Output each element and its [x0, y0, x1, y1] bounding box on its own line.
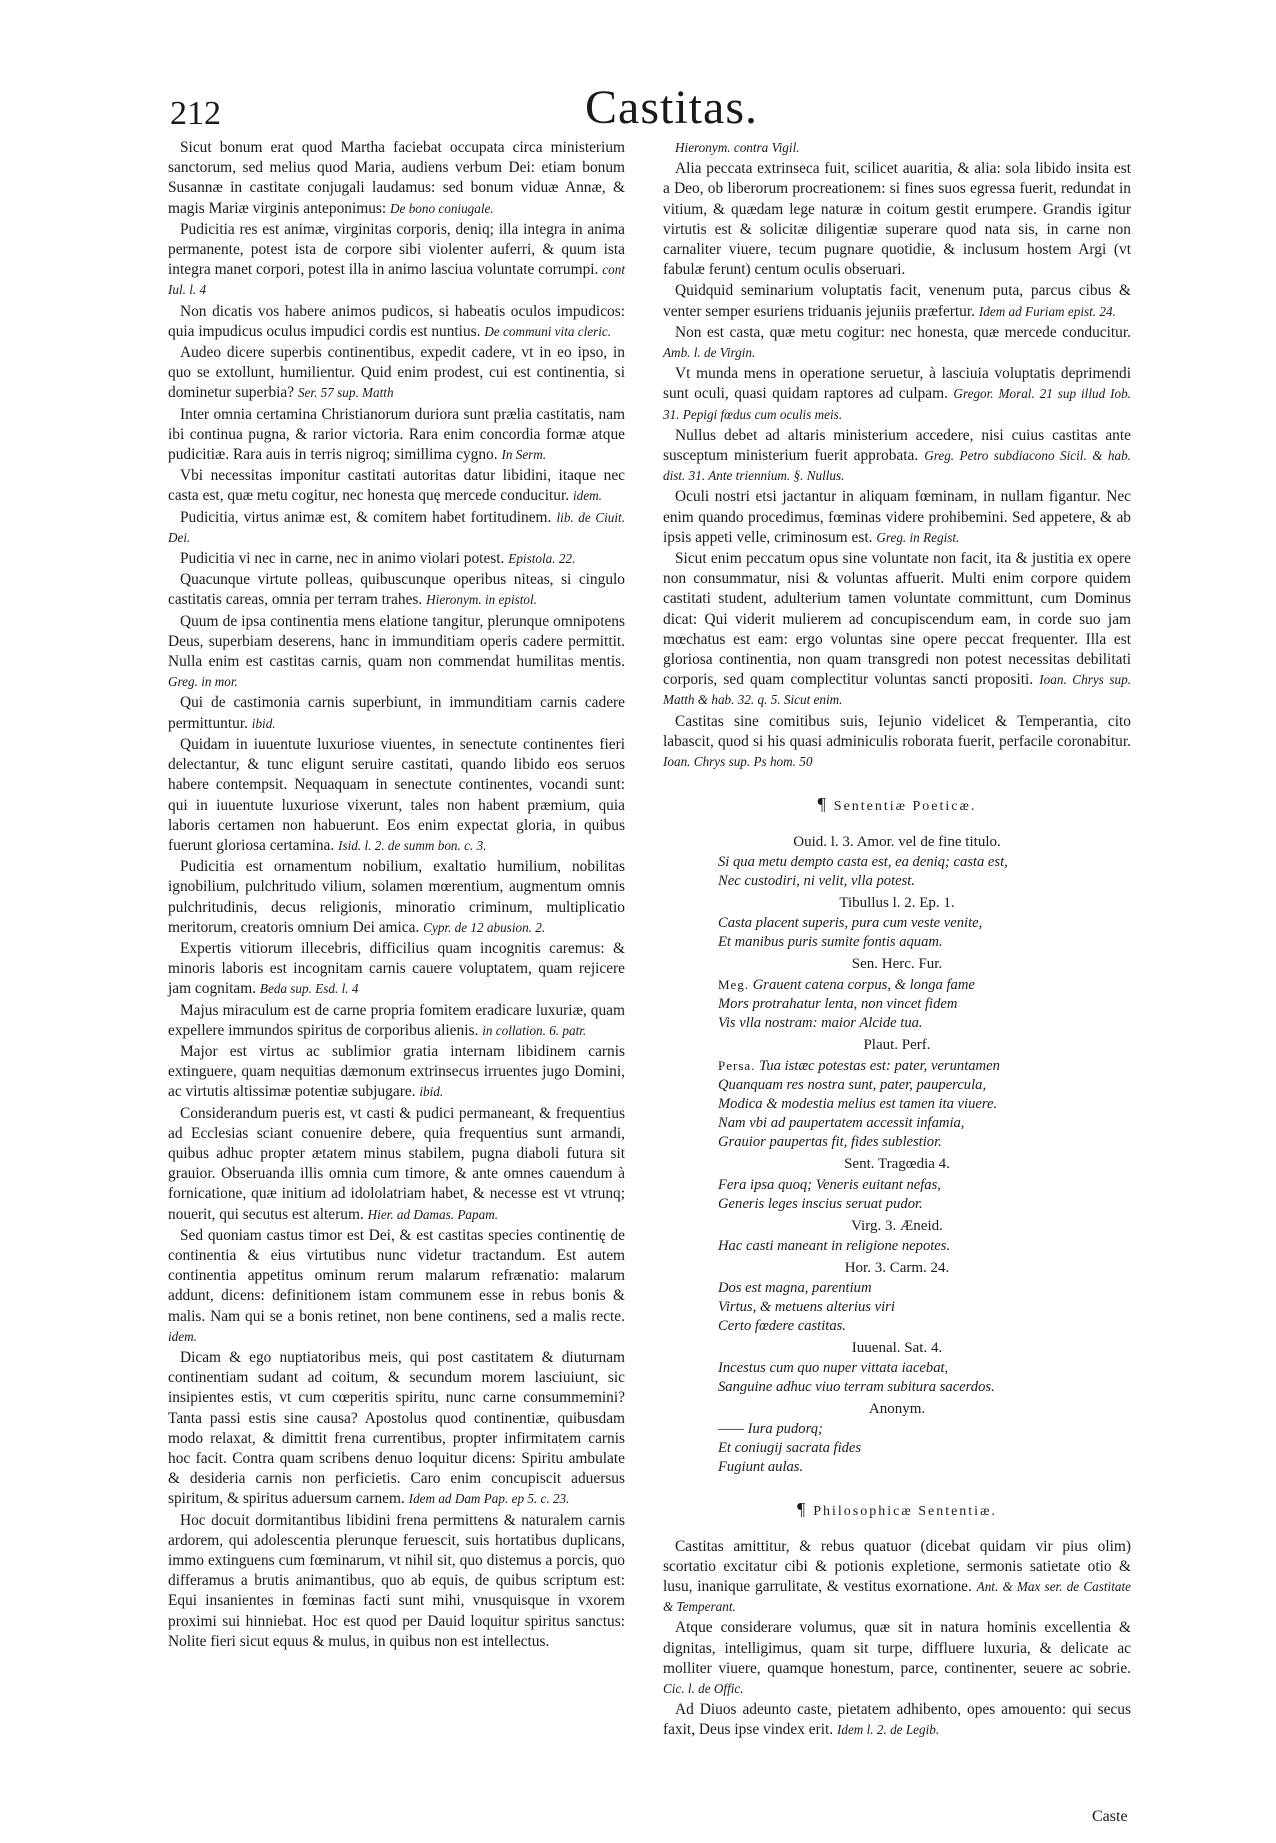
- poem-line: [718, 1114, 1131, 1133]
- citation: Beda sup. Esd. l. 4: [259, 981, 359, 997]
- citation: ibid.: [419, 1084, 444, 1100]
- philosophic-heading-text: Philosophicæ Sententiæ.: [813, 1504, 997, 1520]
- paragraph-text: Nullus debet ad altaris ministerium accedere, nisi cuius castitas ante susceptum ministerium fuerit approbata.: [663, 426, 1131, 465]
- paragraph: [663, 159, 1131, 280]
- verse-text: Hac casti maneant in religione nepotes.: [718, 1237, 951, 1254]
- citation: De bono coniugale.: [390, 200, 494, 216]
- paragraph-text: Pudicitia est ornamentum nobilium, exaltatio humilium, nobilitas ignobilium, pulchritudo vilium, solamen mœrentium, augmentum omnis pulchritudinis, decus religionis, minoratio criminum, multiplicatio meritorum, creatoris omnium Dei amica.: [168, 858, 625, 936]
- paragraph-text: Sicut enim peccatum opus sine voluntate non facit, ita & justitia ex opere non consummatur, nisi & voluntas affuerit. Multi enim corpore quidem castitati student, adulterium tamen voluntate committunt, cum Dominus dicat: Qui viderit mulierem ad concupiscendum eam, in corde suo jam mœchatus est eam: ergo voluntas sine opere peccat frequenter. Illa est gloriosa continentia, non quam transgredi non potest necessitas debilitati corporis, sed quam complectitur voluntas sancti propositi.: [663, 550, 1131, 689]
- poem-block: [663, 1035, 1131, 1152]
- poem-line: [718, 1458, 1131, 1477]
- verse-text: Et coniugij sacrata fides: [718, 1440, 862, 1457]
- paragraph-text: Pudicitia, virtus animæ est, & comitem habet fortitudinem.: [180, 508, 552, 526]
- poem-source: Hor. 3. Carm. 24.: [844, 1259, 950, 1276]
- citation: Idem ad Dam Pap. ep 5. c. 23.: [408, 1491, 570, 1507]
- paragraph-text: Vt munda mens in operatione seruetur, à lasciuia voluptatis deprimendi sunt oculi, quasi quidam raptores ad culpam.: [663, 365, 1131, 403]
- poem-line: [718, 914, 1131, 933]
- verse-text: Mors protrahatur lenta, non vincet fidem: [718, 996, 958, 1013]
- citation: idem.: [168, 1328, 197, 1344]
- right-column: [663, 138, 1131, 1742]
- poem-line: [718, 1279, 1131, 1298]
- citation: Ioan. Chrys sup. Ps hom. 50: [663, 754, 813, 770]
- paragraph-text: Considerandum pueris est, vt casti & pudici permaneant, & frequentius ad Ecclesias sciant conuenire debere, quia frequentius sunt armandi, quibus adhuc propter ætatem minus stabilem, pugna diaboli futura sit grauior. Obseruanda illis omnia cum timore, & ante omnes cauendum à fornicatione, quæ initium ad idololatriam habet, & necesse est vt vtrunq; nouerit, qui secutus est alterum.: [168, 1104, 625, 1223]
- paragraph-text: Non est casta, quæ metu cogitur: nec honesta, quæ mercede conducitur.: [675, 323, 1131, 341]
- poem-source: Sent. Tragœdia 4.: [844, 1156, 950, 1173]
- verse-text: Modica & modestia melius est tamen ita viuere.: [718, 1096, 998, 1113]
- paragraph: [663, 364, 1131, 425]
- paragraph: [663, 1618, 1131, 1699]
- paragraph: [168, 1042, 625, 1103]
- poem-block: [663, 1258, 1131, 1336]
- poems: [663, 832, 1131, 1478]
- paragraph-text: Expertis vitiorum illecebris, difficilius quam incognitis caremus: & minoris laboris est incognitam carnis cauere voluptatem, quam rejicere jam cognitam.: [168, 939, 625, 998]
- poem-line: [718, 1014, 1131, 1033]
- poem-line: [718, 1076, 1131, 1095]
- citation: lib. de Ciuit. Dei.: [168, 509, 625, 545]
- paragraph-text: Pudicitia vi nec in carne, nec in animo violari potest.: [180, 550, 505, 568]
- poem-source: Plaut. Perf.: [863, 1037, 931, 1054]
- paragraph-text: Quacunque virtute polleas, quibuscunque operibus niteas, si cingulo castitatis careas, omnia per terram trahes.: [168, 571, 625, 609]
- poetic-heading: [663, 794, 1131, 817]
- paragraph: [663, 1537, 1131, 1618]
- paragraph: [663, 1700, 1131, 1740]
- poem-source: Sen. Herc. Fur.: [851, 955, 943, 972]
- verse-text: Generis leges inscius seruat pudor.: [718, 1195, 923, 1212]
- citation: Idem l. 2. de Legib.: [836, 1722, 940, 1738]
- speaker-name: Persa.: [718, 1058, 756, 1074]
- poem-line: [718, 872, 1131, 891]
- paragraph: [663, 549, 1131, 711]
- poem-source: Ouid. l. 3. Amor. vel de fine titulo.: [793, 833, 1001, 850]
- verse-text: Casta placent superis, pura cum veste venite,: [718, 914, 983, 931]
- citation: Greg. in mor.: [168, 674, 238, 690]
- verse-text: Et manibus puris sumite fontis aquam.: [718, 933, 943, 950]
- paragraph-text: Audeo dicere superbis continentibus, expedit cadere, vt in eo ipso, in quo se extollunt, humilientur. Quid enim prodest, cui est continentia, si dominetur superbia?: [168, 344, 625, 402]
- paragraph-text: Inter omnia certamina Christianorum duriora sunt prælia castitatis, nam ibi continua pugna, & rarior victoria. Rara enim concordia formæ atque pudicitiæ. Rara auis in terris nigroq; simillima cygno.: [168, 405, 625, 464]
- paragraph-text: Sed quoniam castus timor est Dei, & est castitas species continentię de continentia & eius virtutibus nunc videtur tractandum. Est autem continentia appetitus ominum rerum malarum refrænatio: malarum addunt, dicens: definitionem istam communem esse in rebus bonis & malis. Nam qui se a bonis retinet, non bene continens, sed a malis recte.: [168, 1226, 625, 1325]
- paragraph-text: Ad Diuos adeunto caste, pietatem adhibento, opes amouento: qui secus faxit, Deus ipse vindex erit.: [663, 1701, 1131, 1739]
- citation: Gregor. Moral. 21 sup illud Iob. 31. Pepigi fœdus cum oculis meis.: [663, 386, 1131, 422]
- poem-line: [718, 1378, 1131, 1397]
- pilcrow-icon: ¶: [817, 794, 828, 815]
- poem-line: [718, 1133, 1131, 1152]
- verse-text: Nam vbi ad paupertatem accessit infamia,: [718, 1115, 965, 1132]
- verse-text: Nec custodiri, ni velit, vlla potest.: [718, 872, 915, 889]
- citation: Idem ad Furiam epist. 24.: [978, 303, 1116, 319]
- verse-text: Fugiunt aulas.: [718, 1459, 804, 1476]
- poem-line: [718, 1095, 1131, 1114]
- paragraph: [663, 712, 1131, 773]
- verse-text: Quanquam res nostra sunt, pater, paupercula,: [718, 1077, 987, 1094]
- paragraph: [168, 466, 625, 506]
- right-paragraphs: [663, 138, 1131, 772]
- paragraph: [663, 323, 1131, 363]
- citation: idem.: [572, 488, 602, 504]
- citation: Amb. l. de Virgin.: [663, 345, 756, 361]
- citation: Ioan. Chrys sup. Matth & hab. 32. q. 5. Sicut enim.: [663, 672, 1132, 708]
- poem-block: [663, 954, 1131, 1033]
- paragraph: [663, 487, 1131, 548]
- paragraph: [168, 138, 625, 219]
- poem-block: [663, 832, 1131, 891]
- poem-line: [718, 995, 1131, 1014]
- verse-text: —— Iura pudorq;: [718, 1421, 823, 1438]
- paragraph-text: Qui de castimonia carnis superbiunt, in immunditiam carnis cadere permittuntur.: [168, 694, 625, 732]
- paragraph: [168, 735, 625, 856]
- verse-text: Sanguine adhuc viuo terram subitura sacerdos.: [718, 1379, 995, 1396]
- page-number: 212: [170, 95, 221, 132]
- paragraph: [168, 220, 625, 301]
- paragraph: [168, 857, 625, 938]
- paragraph: [168, 612, 625, 693]
- paragraph: [168, 1511, 625, 1652]
- verse-text: Vis vlla nostram: maior Alcide tua.: [718, 1015, 923, 1032]
- pilcrow-icon: ¶: [797, 1499, 808, 1520]
- poem-line: [718, 1176, 1131, 1195]
- paragraph: [168, 693, 625, 733]
- poem-line: [718, 1237, 1131, 1256]
- poem-line: [718, 1359, 1131, 1378]
- citation: ibid.: [251, 715, 276, 731]
- citation: Ser. 57 sup. Matth: [297, 385, 394, 401]
- citation: Hieronym. contra Vigil.: [675, 140, 800, 155]
- speaker-name: Meg.: [718, 977, 750, 993]
- citation: Greg. Petro subdiacono Sicil. & hab. dist. 31. Ante triennium. §. Nullus.: [663, 448, 1131, 484]
- paragraph: [663, 138, 1131, 158]
- paragraph-text: Oculi nostri etsi jactantur in aliquam fœminam, in nullam figantur. Nec enim quando procedimus, fœminas videre prohibemini. Sed appetere, & ab ipsis appeti velle, criminosum est.: [663, 488, 1131, 546]
- paragraph: [168, 1226, 625, 1347]
- citation: Epistola. 22.: [508, 551, 576, 567]
- paragraph: [663, 426, 1131, 487]
- verse-text: Incestus cum quo nuper vittata iacebat,: [718, 1360, 949, 1377]
- poem-block: [663, 1399, 1131, 1477]
- paragraph-text: Pudicitia res est animæ, virginitas corporis, deniq; illa integra in anima permanente, potest ista de corpore sibi violenter auferri, & quum ista integra manet corpori, potest illa in animo lasciua voluntate corrumpi.: [168, 220, 625, 279]
- paragraph-text: Alia peccata extrinseca fuit, scilicet auaritia, & alia: sola libido insita est a Deo, ob liberorum procreationem: si fines suos egressa fuerit, redundat in vitium, & quædam lege naturæ in coitum gestit erumpere. Grandis igitur virtutis est & solicitæ diligentiæ superare quod nata sis, in carne non carnaliter viuere, tecum pugnare quotidie, & inclusum hostem Argi (vt fabulæ ferunt) centum oculis obseruari.: [663, 160, 1131, 279]
- verse-text: Tua istæc potestas est: pater, veruntamen: [759, 1058, 1000, 1075]
- poem-line: [718, 1439, 1131, 1458]
- citation: De communi vita cleric.: [484, 323, 612, 339]
- citation: Cic. l. de Offic.: [663, 1680, 744, 1696]
- paragraph: [168, 343, 625, 404]
- verse-text: Grauior paupertas fit, fides sublestior.: [718, 1134, 942, 1151]
- paragraph-text: Dicam & ego nuptiatoribus meis, qui post castitatem & diuturnam continentiam sudant ad coitum, & secundum morem lasciuiunt, sic insipientes estis, vt cum cœperitis spiritu, nunc carne consummemini? Tanta passi estis sine causa? Apostolus quod continentiæ, quibusdam modo relaxat, & dimittit frena currentibus, propter infirmitatem carnis hoc facit. Contra quam scribens denuo loquitur dicens: Spiritu ambulate & desideria carnis non perficietis. Caro enim concupiscit aduersus spiritum, & spiritus aduersum carnem.: [168, 1348, 625, 1508]
- citation: in collation. 6. patr.: [482, 1022, 587, 1038]
- poetic-heading-text: Sententiæ Poeticæ.: [833, 799, 977, 815]
- citation: Hieronym. in epistol.: [426, 592, 537, 608]
- verse-text: Certo fœdere castitas.: [718, 1317, 846, 1334]
- paragraph: [168, 939, 625, 1000]
- catchword: Caste: [1092, 1808, 1128, 1825]
- paragraph-text: Non dicatis vos habere animos pudicos, si habeatis oculos impudicos: quia impudicus oculus impudici cordis est nuntius.: [168, 302, 625, 340]
- paragraph: [168, 1104, 625, 1225]
- paragraph-text: Vbi necessitas imponitur castitati autoritas datur libidini, itaque nec casta est, quæ metu cogitur, nec honesta quę mercede conducitur.: [168, 467, 625, 505]
- verse-text: Fera ipsa quoq; Veneris euitant nefas,: [718, 1176, 941, 1193]
- poem-line: [718, 1056, 1131, 1076]
- citation: cont Iul. l. 4: [168, 262, 625, 298]
- running-head: Castitas.: [585, 81, 758, 134]
- poem-block: [663, 893, 1131, 952]
- paragraph-text: Quidam in iuuentute luxuriose viuentes, in senectute continentes fieri delectantur, & tunc eligunt seruire castitati, quando libido eos seruos habere contempsit. Nequaquam in senectute continentes, vocandi sunt: qui in iuuentute luxuriose vixerunt, tales non habent præmium, quia laboris certamen non habuerunt. Eos enim expectat gloria, in quibus fuerunt gloriosa certamina.: [168, 735, 625, 854]
- paragraph: [168, 570, 625, 610]
- citation: Hier. ad Damas. Papam.: [367, 1206, 499, 1222]
- poem-block: [663, 1154, 1131, 1213]
- paragraph-text: Hoc docuit dormitantibus libidini frena permittens & naturalem carnis ardorem, qui adolescentia plerunque feruescit, suis hortatibus duplicans, immo extinguens cum fœminarum, vt nihil sit, quo distemus a porcis, quo differamus a brutis animantibus, quo ab equis, de quibus scriptum est: Equi insanientes in fœminas facti sunt mihi, vnusquisque in vxorem proximi sui hinniebat. Hoc est quod per Dauid loquitur spiritus sanctus: Nolite fieri sicut equus & mulus, in quibus non est intellectus.: [168, 1511, 625, 1650]
- poem-line: [718, 933, 1131, 952]
- poem-line: [718, 1317, 1131, 1336]
- poem-line: [718, 1420, 1131, 1439]
- paragraph-text: Quum de ipsa continentia mens elatione tangitur, plerunque omnipotens Deus, superbiam deserens, hanc in immunditiam operis cadere permittit. Nulla enim est castitas carnis, quam non commendat humilitas mentis.: [168, 612, 625, 671]
- poem-source: Tibullus l. 2. Ep. 1.: [839, 894, 955, 911]
- paragraph-text: Major est virtus ac sublimior gratia internam libidinem carnis extinguere, quam nequitias dæmonum extrinsecus irruentes jugo Domini, ac virtutis altissimæ potentiæ subjugare.: [168, 1042, 625, 1101]
- paragraph: [168, 508, 625, 548]
- paragraph: [168, 1001, 625, 1041]
- paragraph: [663, 281, 1131, 321]
- poem-source: Virg. 3. Æneid.: [851, 1217, 943, 1234]
- poem-line: [718, 853, 1131, 872]
- philosophic-heading: [663, 1499, 1131, 1522]
- verse-text: Virtus, & metuens alterius viri: [718, 1298, 895, 1315]
- paragraph-text: Sicut bonum erat quod Martha faciebat occupata circa ministerium sanctorum, sed melius quod Maria, audiens verbum Dei: etiam bonum Susannæ in castitate conjugali laudamus: sed bonum viduæ Annæ, & magis Mariæ virginis anteponimus:: [168, 139, 625, 217]
- paragraph: [168, 302, 625, 342]
- left-column: [168, 138, 625, 1653]
- paragraph: [168, 549, 625, 569]
- poem-line: [718, 1298, 1131, 1317]
- poem-block: [663, 1338, 1131, 1397]
- citation: Ant. & Max ser. de Castitate & Temperant.: [663, 1578, 1131, 1615]
- verse-text: Grauent catena corpus, & longa fame: [752, 977, 975, 994]
- poem-source: Iuuenal. Sat. 4.: [851, 1339, 943, 1356]
- paragraph: [168, 1348, 625, 1510]
- paragraph: [168, 405, 625, 466]
- poem-line: [718, 975, 1131, 995]
- paragraph-text: Atque considerare volumus, quæ sit in natura hominis excellentia & dignitas, intelligimus, quam sit turpe, diffluere luxuria, & delicate ac molliter viuere, quamque honestum, parce, continenter, seuere ac sobrie.: [663, 1619, 1131, 1677]
- citation: In Serm.: [501, 447, 547, 463]
- citation: Greg. in Regist.: [876, 529, 960, 545]
- paragraph-text: Castitas sine comitibus suis, Iejunio videlicet & Temperantia, cito labascit, quod si his quasi adminiculis roborata fuerit, perfacile coronabitur.: [663, 712, 1131, 750]
- philosophic-paragraphs: [663, 1537, 1131, 1741]
- poem-source: Anonym.: [868, 1401, 926, 1418]
- paragraph-text: Castitas amittitur, & rebus quatuor (dicebat quidam vir pius olim) scortatio excitatur cibi & potionis expletione, sermonis satietate otio & lusu, inanique garrulitate, & vestitus exornatione.: [663, 1537, 1131, 1595]
- citation: Isid. l. 2. de summ bon. c. 3.: [338, 837, 487, 853]
- verse-text: Si qua metu dempto casta est, ea deniq; casta est,: [718, 853, 1008, 870]
- poem-block: [663, 1216, 1131, 1256]
- paragraph-text: Majus miraculum est de carne propria fomitem eradicare luxuriæ, quam expellere immundos spiritus de corporibus alienis.: [168, 1001, 625, 1039]
- paragraph-text: Quidquid seminarium voluptatis facit, venenum puta, parcus cibus & venter semper esuriens triduanis jejuniis præfertur.: [663, 282, 1131, 320]
- verse-text: Dos est magna, parentium: [718, 1279, 872, 1296]
- citation: Cypr. de 12 abusion. 2.: [423, 919, 546, 935]
- poem-line: [718, 1195, 1131, 1214]
